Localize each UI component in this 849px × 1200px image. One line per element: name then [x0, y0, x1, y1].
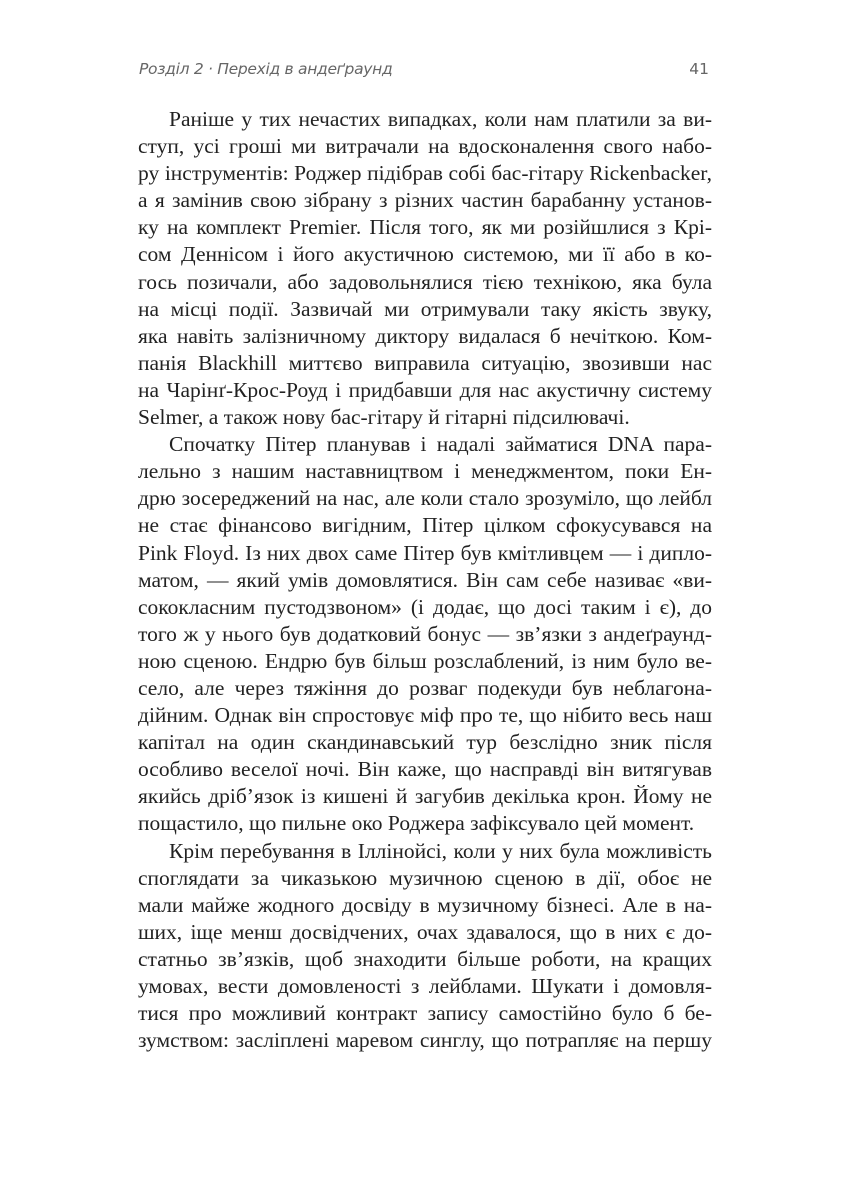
page-number: 41	[689, 60, 709, 78]
text-line: ру інструментів: Роджер підібрав собі бас-гітару Rickenbacker,	[138, 161, 712, 186]
text-line: ших, іще менш досвідчених, очах здавалося, що в них є до-	[138, 919, 712, 944]
text-line: споглядати за чиказькою музичною сценою в дії, обоє не	[138, 865, 712, 890]
text-line: якийсь дріб’язок із кишені й загубив декілька крон. Йому не	[138, 784, 712, 809]
text-line: сококласним пустодзвоном» (і додає, що досі таким і є), до	[138, 594, 712, 619]
text-line: Selmer, а також нову бас-гітару й гітарні підсилювачі.	[138, 405, 630, 430]
text-line: матом, — який умів домовлятися. Він сам себе називає «ви-	[138, 567, 712, 592]
running-title: Розділ 2 · Перехід в андеґраунд	[139, 60, 393, 78]
text-line: ку на комплект Premier. Після того, як ми розійшлися з Крі-	[138, 215, 712, 240]
text-line: не стає фінансово вигідним, Пітер цілком сфокусувався на	[138, 513, 712, 538]
text-line: Крім перебування в Іллінойсі, коли у них була можливість	[169, 838, 712, 863]
text-line: мали майже жодного досвіду в музичному бізнесі. Але в на-	[138, 892, 712, 917]
text-line: яка навіть залізничному диктору видалася б нечіткою. Ком-	[138, 323, 712, 348]
text-line: зумством: засліплені маревом синглу, що потрапляє на першу	[138, 1028, 712, 1053]
text-line: ною сценою. Ендрю був більш розслаблений, із ним було ве-	[138, 648, 712, 673]
paragraph	[138, 431, 712, 837]
text-line: особливо веселої ночі. Він каже, що насправді він витягував	[138, 757, 712, 782]
text-line: а я замінив свою зібрану з різних частин барабанну установ-	[138, 188, 712, 213]
text-line: умовах, вести домовленості з лейблами. Шукати і домовля-	[138, 974, 712, 998]
text-line: на місці події. Зазвичай ми отримували таку якість звуку,	[138, 296, 712, 321]
text-line: село, але через тяжіння до розваг подекуди був неблагона-	[138, 675, 712, 700]
text-line: тися про можливий контракт запису самостійно було б бе-	[138, 1001, 712, 1026]
text-line: гось позичали, або задовольнялися тією технікою, яка була	[138, 269, 712, 294]
text-line: дрю зосереджений на нас, але коли стало зрозуміло, що лейбл	[138, 486, 712, 511]
body-text	[138, 106, 712, 1054]
text-line: Pink Floyd. Із них двох саме Пітер був кмітливцем — і дипло-	[138, 540, 712, 565]
text-line: того ж у нього був додатковий бонус — зв’язки з андеґраунд-	[138, 621, 712, 646]
text-line: на Чарінґ-Крос-Роуд і придбавши для нас акустичну систему	[138, 377, 712, 402]
text-line: Раніше у тих нечастих випадках, коли нам платили за ви-	[169, 107, 712, 131]
text-line: статньо зв’язків, щоб знаходити більше роботи, на кращих	[138, 946, 712, 971]
text-line: пощастило, що пильне око Роджера зафіксувало цей момент.	[138, 811, 695, 836]
paragraph	[138, 106, 712, 431]
text-line: панія Blackhill миттєво виправила ситуацію, звозивши нас	[138, 350, 712, 375]
text-line: сом Деннісом і його акустичною системою, ми її або в ко-	[138, 242, 712, 267]
text-line: дійним. Однак він спростовує міф про те, що нібито весь наш	[138, 703, 712, 728]
running-header	[139, 60, 711, 84]
text-line: Спочатку Пітер планував і надалі займатися DNA пара-	[169, 432, 712, 457]
text-line: лельно з нашим наставництвом і менеджментом, поки Ен-	[138, 459, 712, 484]
text-line: капітал на один скандинавський тур безслідно зник після	[138, 730, 712, 755]
text-line: ступ, усі гроші ми витрачали на вдосконалення свого набо-	[138, 134, 712, 159]
paragraph	[138, 838, 712, 1055]
